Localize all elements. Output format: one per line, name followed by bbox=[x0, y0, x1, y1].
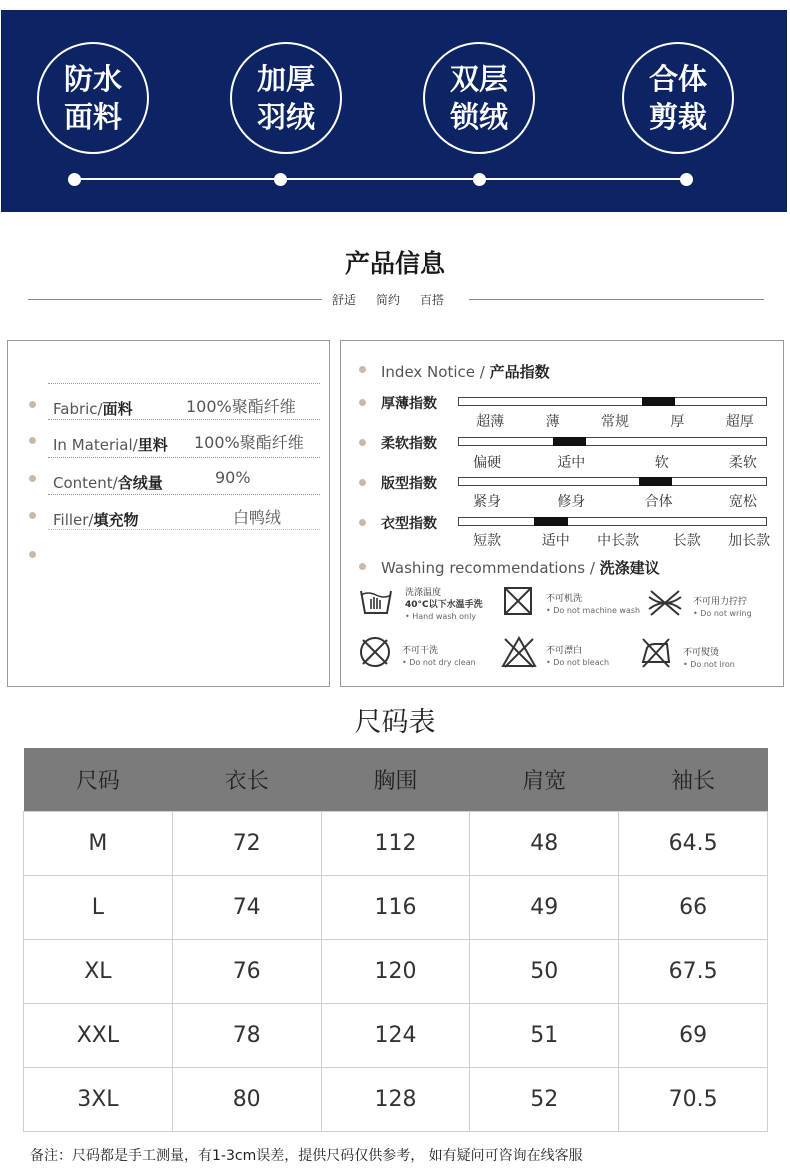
badge-line: 剪裁 bbox=[648, 100, 707, 134]
badge-line: 合体 bbox=[648, 62, 707, 96]
tick-label: 柔软 bbox=[728, 455, 757, 471]
table-cell: 67.5 bbox=[619, 939, 768, 1003]
no-dry-clean-icon bbox=[358, 635, 392, 669]
feature-badge-waterproof bbox=[37, 42, 149, 154]
tick-label: 超薄 bbox=[476, 414, 505, 430]
timeline-dot bbox=[68, 173, 81, 186]
table-cell: 50 bbox=[470, 939, 619, 1003]
index-label: 版型指数 bbox=[381, 476, 437, 492]
wash-text-wring: 不可用力拧拧 • Do not wring bbox=[693, 597, 752, 618]
index-bar bbox=[458, 517, 767, 526]
hand-wash-icon bbox=[359, 587, 393, 617]
index-label: 柔软指数 bbox=[381, 436, 437, 452]
tick-label: 适中 bbox=[541, 533, 570, 549]
bullet bbox=[359, 519, 366, 526]
tick-label: 适中 bbox=[557, 455, 586, 471]
table-cell: XXL bbox=[24, 1003, 173, 1067]
feature-banner bbox=[1, 10, 787, 212]
table-cell: 3XL bbox=[24, 1067, 173, 1131]
column-header: 衣长 bbox=[172, 748, 321, 811]
size-table bbox=[23, 748, 768, 1132]
column-header: 袖长 bbox=[619, 748, 768, 811]
bullet bbox=[29, 512, 36, 519]
product-tags bbox=[332, 291, 444, 308]
table-cell: 72 bbox=[172, 811, 321, 875]
material-value: 100%聚酯纤维 bbox=[194, 433, 304, 452]
table-cell: 120 bbox=[321, 939, 470, 1003]
table-cell: 64.5 bbox=[619, 811, 768, 875]
bullet bbox=[29, 401, 36, 408]
bullet bbox=[359, 563, 366, 570]
index-bar bbox=[458, 397, 767, 406]
table-cell: 112 bbox=[321, 811, 470, 875]
material-panel bbox=[7, 340, 330, 687]
tick-label: 薄 bbox=[545, 414, 560, 430]
tick-label: 长款 bbox=[672, 533, 701, 549]
table-cell: XL bbox=[24, 939, 173, 1003]
table-cell: 78 bbox=[172, 1003, 321, 1067]
table-row bbox=[24, 811, 768, 875]
table-row bbox=[24, 939, 768, 1003]
index-ticks bbox=[459, 452, 771, 470]
wash-text-bleach: 不可漂白 • Do not bleach bbox=[546, 646, 610, 667]
table-cell: 80 bbox=[172, 1067, 321, 1131]
size-table-title: 尺码表 bbox=[354, 707, 436, 738]
no-wring-icon bbox=[647, 589, 683, 617]
tick-label: 紧身 bbox=[473, 494, 502, 510]
table-cell: 128 bbox=[321, 1067, 470, 1131]
tick-label: 合体 bbox=[644, 494, 673, 510]
material-row-filler bbox=[48, 494, 320, 529]
bullet bbox=[359, 399, 366, 406]
no-iron-icon bbox=[639, 635, 673, 669]
table-row bbox=[24, 1067, 768, 1131]
feature-badge-thick-down bbox=[230, 42, 342, 154]
index-bar-fill bbox=[553, 437, 587, 446]
index-ticks bbox=[459, 530, 771, 548]
wash-text-machine: 不可机洗 • Do not machine wash bbox=[546, 594, 641, 615]
table-cell: M bbox=[24, 811, 173, 875]
index-bar-fill bbox=[642, 397, 676, 406]
table-cell: 74 bbox=[172, 875, 321, 939]
bullet bbox=[359, 439, 366, 446]
feature-badge-double-lock bbox=[423, 42, 535, 154]
feature-badge-fitted-cut bbox=[622, 42, 734, 154]
table-cell: 69 bbox=[619, 1003, 768, 1067]
divider-right bbox=[469, 299, 764, 300]
tick-label: 偏硬 bbox=[473, 455, 502, 471]
table-cell: L bbox=[24, 875, 173, 939]
wash-text-hand: 洗涤温度 40°C以下水温手洗 • Hand wash only bbox=[405, 588, 483, 621]
index-label: 衣型指数 bbox=[381, 516, 437, 532]
material-row-content bbox=[48, 457, 320, 492]
no-machine-wash-icon bbox=[501, 585, 535, 617]
tick-label: 加长款 bbox=[728, 533, 771, 549]
material-row-lining bbox=[48, 419, 320, 454]
index-ticks bbox=[459, 411, 771, 429]
badge-line: 面料 bbox=[63, 100, 122, 134]
table-cell: 76 bbox=[172, 939, 321, 1003]
timeline-dot bbox=[680, 173, 693, 186]
tick-label: 短款 bbox=[473, 533, 502, 549]
wash-text-iron: 不可熨烫 • Do not iron bbox=[683, 648, 735, 669]
column-header: 胸围 bbox=[321, 748, 470, 811]
table-cell: 49 bbox=[470, 875, 619, 939]
timeline-line bbox=[75, 178, 687, 180]
bullet bbox=[359, 366, 366, 373]
material-value: 白鸭绒 bbox=[233, 508, 282, 527]
size-note: 备注：尺码都是手工测量，有1-3cm误差，提供尺码仅供参考， 如有疑问可咨询在线客服 bbox=[30, 1148, 583, 1164]
column-header: 尺码 bbox=[24, 748, 173, 811]
table-cell: 52 bbox=[470, 1067, 619, 1131]
bullet bbox=[359, 479, 366, 486]
material-value: 90% bbox=[215, 468, 251, 487]
tick-label: 厚 bbox=[670, 414, 685, 430]
timeline-dot bbox=[473, 173, 486, 186]
index-notice-heading: Index Notice / 产品指数 bbox=[381, 363, 550, 381]
table-cell: 124 bbox=[321, 1003, 470, 1067]
table-row bbox=[24, 875, 768, 939]
product-tag: 简约 bbox=[376, 293, 401, 307]
bullet bbox=[29, 437, 36, 444]
index-label: 厚薄指数 bbox=[381, 396, 437, 412]
index-bar bbox=[458, 477, 767, 486]
bullet bbox=[29, 551, 36, 558]
material-key: Fabric/面料 bbox=[53, 400, 133, 418]
index-bar-fill bbox=[534, 517, 568, 526]
material-key: In Material/里料 bbox=[53, 436, 168, 454]
tick-label: 软 bbox=[654, 455, 669, 471]
divider-left bbox=[28, 299, 322, 300]
product-tag: 百搭 bbox=[420, 293, 445, 307]
table-row bbox=[24, 1003, 768, 1067]
badge-line: 锁绒 bbox=[449, 100, 508, 134]
tick-label: 超厚 bbox=[725, 414, 754, 430]
tick-label: 中长款 bbox=[597, 533, 640, 549]
product-tag: 舒适 bbox=[332, 293, 357, 307]
table-cell: 48 bbox=[470, 811, 619, 875]
timeline-dot bbox=[274, 173, 287, 186]
material-key: Filler/填充物 bbox=[53, 511, 139, 529]
index-panel bbox=[340, 340, 784, 687]
wash-text-dry-clean: 不可干洗 • Do not dry clean bbox=[402, 646, 476, 667]
tick-label: 常规 bbox=[601, 414, 629, 430]
table-cell: 66 bbox=[619, 875, 768, 939]
table-cell: 70.5 bbox=[619, 1067, 768, 1131]
table-cell: 51 bbox=[470, 1003, 619, 1067]
no-bleach-icon bbox=[501, 635, 537, 669]
material-key: Content/含绒量 bbox=[53, 474, 163, 492]
washing-heading: Washing recommendations / 洗涤建议 bbox=[381, 559, 660, 577]
product-info-title: 产品信息 bbox=[344, 249, 445, 278]
tick-label: 修身 bbox=[557, 494, 586, 510]
divider bbox=[48, 529, 320, 530]
table-cell: 116 bbox=[321, 875, 470, 939]
badge-line: 双层 bbox=[449, 62, 508, 96]
badge-line: 羽绒 bbox=[256, 100, 315, 134]
table-header-row bbox=[24, 748, 768, 811]
badge-line: 加厚 bbox=[256, 62, 315, 96]
index-ticks bbox=[459, 491, 771, 509]
bullet bbox=[29, 475, 36, 482]
material-row-fabric bbox=[48, 383, 320, 418]
material-value: 100%聚酯纤维 bbox=[186, 397, 296, 416]
badge-line: 防水 bbox=[63, 62, 122, 96]
tick-label: 宽松 bbox=[728, 494, 757, 510]
index-bar bbox=[458, 437, 767, 446]
index-bar-fill bbox=[639, 477, 673, 486]
column-header: 肩宽 bbox=[470, 748, 619, 811]
